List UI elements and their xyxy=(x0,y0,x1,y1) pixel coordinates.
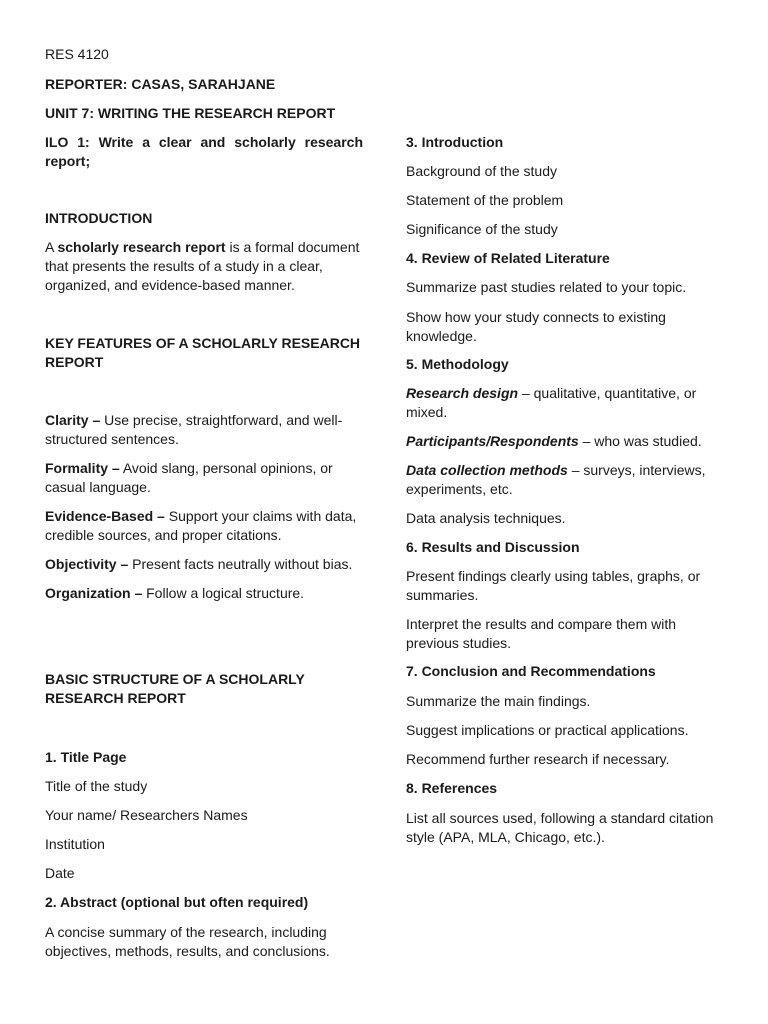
introduction-paragraph xyxy=(45,238,363,295)
section-conclusion: 7. Conclusion and Recommendations xyxy=(406,663,656,679)
feature-item-evidence-based xyxy=(45,507,363,545)
feature-term: Clarity – xyxy=(45,412,101,428)
feature-term: Objectivity – xyxy=(45,556,129,572)
methodology-term: Research design xyxy=(406,385,519,401)
section-methodology: 5. Methodology xyxy=(406,356,509,372)
unit-title: UNIT 7: WRITING THE RESEARCH REPORT xyxy=(45,105,336,121)
intro-term: scholarly research report xyxy=(57,239,226,255)
course-code: RES 4120 xyxy=(45,46,109,62)
references-text: List all sources used, following a standard citation style (APA, MLA, Chicago, etc.). xyxy=(406,810,714,845)
abstract-text: A concise summary of the research, including objectives, methods, results, and conclusions. xyxy=(45,924,330,959)
list-item: Summarize past studies related to your topic. xyxy=(406,279,687,295)
methodology-term: Data collection methods xyxy=(406,462,568,478)
section-introduction: 3. Introduction xyxy=(406,134,504,150)
list-item: Significance of the study xyxy=(406,221,558,237)
methodology-item xyxy=(406,432,726,451)
list-item: Your name/ Researchers Names xyxy=(45,807,248,823)
list-item: Recommend further research if necessary. xyxy=(406,751,670,767)
reporter-line: REPORTER: CASAS, SARAHJANE xyxy=(45,76,276,92)
basic-structure-heading: BASIC STRUCTURE OF A SCHOLARLY RESEARCH REPORT xyxy=(45,671,305,706)
intro-post-text: is a formal document that presents the results of a study in a clear, organized, and evidence-based manner. xyxy=(45,239,360,293)
list-item: Present findings clearly using tables, graphs, or summaries. xyxy=(406,568,701,603)
intro-pre-text: A xyxy=(45,239,58,255)
feature-text: Follow a logical structure. xyxy=(142,585,305,601)
list-item: Date xyxy=(45,865,75,881)
methodology-text: – who was studied. xyxy=(578,433,702,449)
list-item: Suggest implications or practical applications. xyxy=(406,722,689,738)
section-references: 8. References xyxy=(406,780,498,796)
feature-text: Use precise, straightforward, and well-structured sentences. xyxy=(45,412,343,447)
feature-term: Organization – xyxy=(45,585,143,601)
feature-text: Present facts neutrally without bias. xyxy=(128,556,353,572)
methodology-item xyxy=(406,461,726,499)
feature-text: Support your claims with data, credible sources, and proper citations. xyxy=(45,508,357,543)
list-item: Interpret the results and compare them with previous studies. xyxy=(406,616,677,651)
list-item: Institution xyxy=(45,836,105,852)
section-abstract: 2. Abstract (optional but often required) xyxy=(45,894,309,910)
list-item: Statement of the problem xyxy=(406,192,564,208)
list-item: Show how your study connects to existing knowledge. xyxy=(406,309,666,344)
key-features-heading: KEY FEATURES OF A SCHOLARLY RESEARCH REPORT xyxy=(45,335,361,370)
feature-term: Evidence-Based – xyxy=(45,508,165,524)
ilo-statement: ILO 1: Write a clear and scholarly research report; xyxy=(45,134,363,169)
methodology-term: Participants/Respondents xyxy=(406,433,579,449)
list-item: Background of the study xyxy=(406,163,557,179)
feature-text: Avoid slang, personal opinions, or casual language. xyxy=(45,460,333,495)
methodology-text: – qualitative, quantitative, or mixed. xyxy=(406,385,697,420)
feature-item-clarity xyxy=(45,411,363,449)
introduction-heading: INTRODUCTION xyxy=(45,210,153,226)
list-item: Title of the study xyxy=(45,778,148,794)
section-title-page: 1. Title Page xyxy=(45,749,127,765)
feature-term: Formality – xyxy=(45,460,120,476)
methodology-item xyxy=(406,384,726,422)
section-results-discussion: 6. Results and Discussion xyxy=(406,539,580,555)
section-review-literature: 4. Review of Related Literature xyxy=(406,250,610,266)
list-item: Data analysis techniques. xyxy=(406,510,566,526)
feature-item-organization xyxy=(45,584,363,603)
feature-item-formality xyxy=(45,459,363,497)
list-item: Summarize the main findings. xyxy=(406,693,591,709)
methodology-text: – surveys, interviews, experiments, etc. xyxy=(406,462,706,497)
feature-item-objectivity xyxy=(45,555,363,574)
